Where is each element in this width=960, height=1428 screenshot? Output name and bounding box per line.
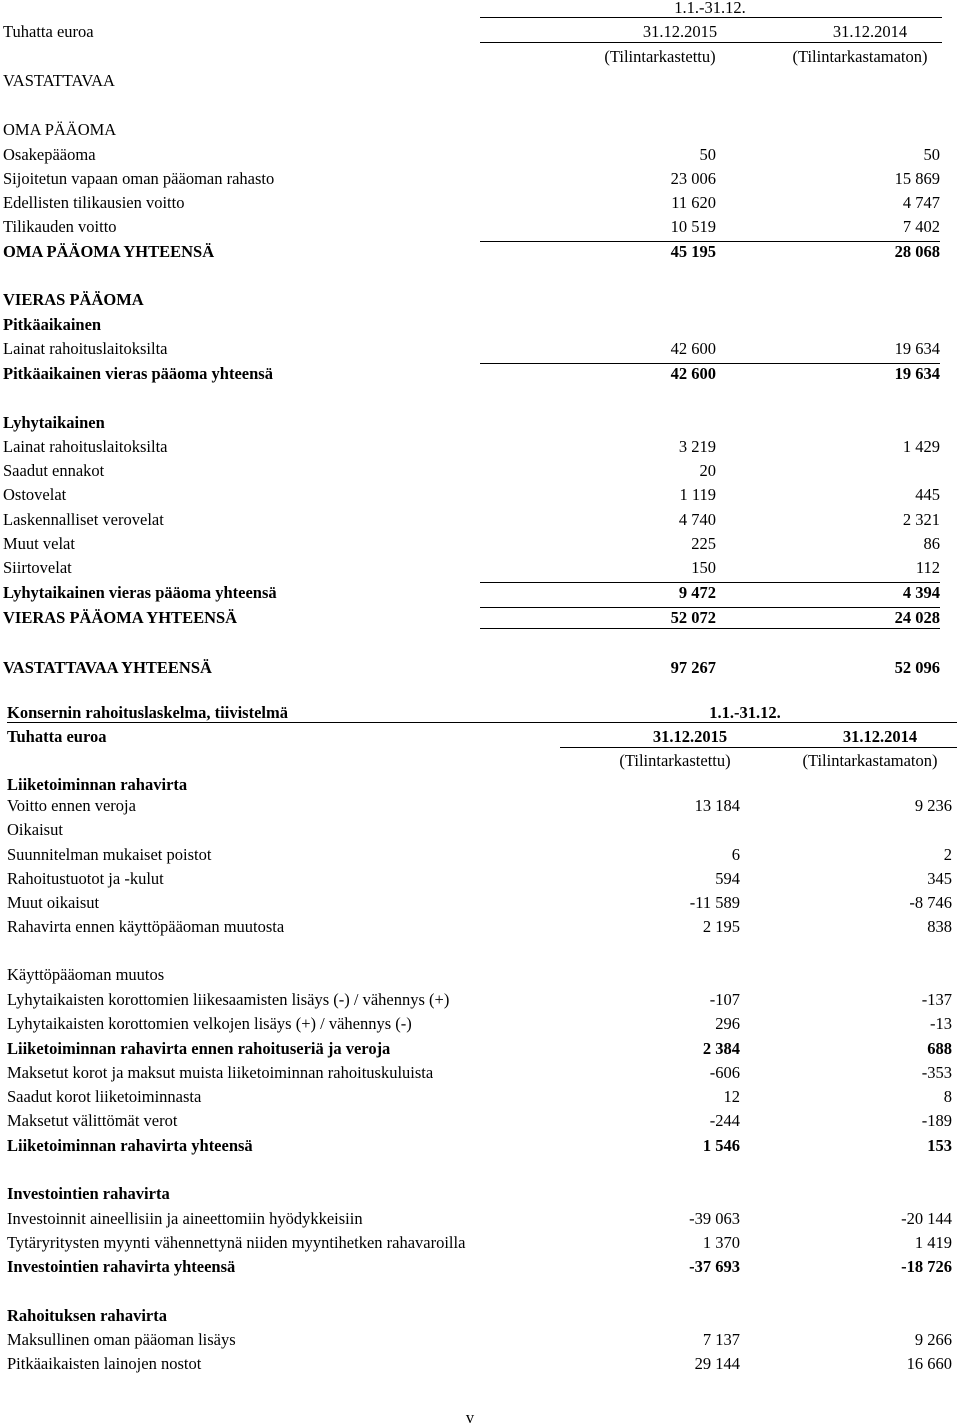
table-row [3,339,940,359]
cf-col2-date: 31.12.2014 [842,727,918,746]
row-value-current: 225 [691,534,716,553]
table-row [3,193,940,213]
row-value-previous: -20 144 [901,1209,952,1228]
row-value-current: 20 [699,461,716,480]
row-value-current: 42 600 [670,339,716,358]
row-label: Lyhytaikaisten korottomien liikesaamisten lisäys (-) / vähennys (+) [7,990,450,1009]
row-label: Tilikauden voitto [3,217,117,236]
row-label: Käyttöpääoman muutos [7,965,165,984]
table-row [7,775,952,795]
row-value-current: 50 [699,145,716,164]
row-value-current: 594 [715,869,740,888]
cf-title-rule [7,722,957,723]
table-row [3,583,940,603]
row-value-previous: -8 746 [909,893,952,912]
row-value-previous: 28 068 [894,242,940,261]
table-row [7,917,952,937]
row-value-current: 1 370 [702,1233,740,1252]
table-row [7,893,952,913]
row-label: Voitto ennen veroja [7,796,136,815]
row-value-previous: 445 [915,485,940,504]
page-number: v [465,1408,475,1427]
row-label: Muut velat [3,534,75,553]
row-value-previous: -18 726 [901,1257,952,1276]
row-label: Maksullinen oman pääoman lisäys [7,1330,236,1349]
row-label: Rahoitustuotot ja -kulut [7,869,164,888]
row-label: Pitkäaikainen vieras pääoma yhteensä [3,364,273,383]
row-value-previous: -13 [930,1014,952,1033]
col2-status: (Tilintarkastamaton) [792,47,928,66]
row-value-current: -244 [709,1111,740,1130]
row-value-previous: 4 394 [902,583,940,602]
cf-period-header: 1.1.-31.12. [709,703,781,722]
row-label: Lyhytaikainen [3,413,105,432]
row-label: Suunnitelman mukaiset poistot [7,845,212,864]
row-value-current: 42 600 [670,364,716,383]
row-label: Liiketoiminnan rahavirta [7,775,188,794]
col2-date: 31.12.2014 [832,22,908,41]
table-row [7,1306,952,1326]
table-row [7,796,952,816]
row-value-current: -11 589 [689,893,740,912]
row-label: Muut oikaisut [7,893,100,912]
table-row [7,990,952,1010]
row-value-current: 9 472 [678,583,716,602]
row-label: Osakepääoma [3,145,96,164]
row-label: Lyhytaikaisten korottomien velkojen lisäys (+) / vähennys (-) [7,1014,412,1033]
row-value-previous: 345 [927,869,952,888]
row-label: OMA PÄÄOMA YHTEENSÄ [3,242,215,261]
row-value-previous: 153 [927,1136,952,1155]
row-label: Liiketoiminnan rahavirta ennen rahoituseriä ja veroja [7,1039,391,1058]
table-row [3,534,940,554]
row-value-previous: 9 266 [914,1330,952,1349]
row-label: Maksetut välittömät verot [7,1111,178,1130]
table-row [7,1233,952,1253]
row-label: Tytäryritysten myynti vähennettynä niiden myyntihetken rahavaroilla [7,1233,466,1252]
table-row [3,364,940,384]
cf-unit-label: Tuhatta euroa [7,727,107,746]
row-value-previous: 838 [927,917,952,936]
row-label: Ostovelat [3,485,67,504]
table-row [7,820,952,840]
table-row [3,608,940,628]
row-value-current: 11 620 [671,193,716,212]
table-row [3,169,940,189]
row-value-previous: 19 634 [894,339,940,358]
table-row [7,1111,952,1131]
row-value-current: 97 267 [670,658,716,677]
row-value-current: -39 063 [689,1209,740,1228]
row-value-previous: 2 [943,845,952,864]
row-value-previous: 112 [915,558,940,577]
unit-label: Tuhatta euroa [3,22,94,41]
table-row [3,290,940,310]
row-value-previous: 16 660 [906,1354,952,1373]
table-row [7,845,952,865]
row-value-current: 150 [691,558,716,577]
table-row [3,217,940,237]
row-value-current: -37 693 [689,1257,740,1276]
table-row [7,1257,952,1277]
row-value-current: 45 195 [670,242,716,261]
row-value-previous: 50 [923,145,940,164]
row-value-previous: 8 [943,1087,952,1106]
table-row [7,1136,952,1156]
row-value-current: 23 006 [670,169,716,188]
row-value-current: 1 119 [679,485,716,504]
cashflow-title: Konsernin rahoituslaskelma, tiivistelmä [7,703,288,722]
row-value-current: -107 [709,990,740,1009]
row-label: Investointien rahavirta [7,1184,170,1203]
row-value-previous: -189 [921,1111,952,1130]
row-value-previous: 688 [927,1039,952,1058]
row-label: Lyhytaikainen vieras pääoma yhteensä [3,583,277,602]
table-row [7,1039,952,1059]
row-label: VIERAS PÄÄOMA [3,290,144,309]
table-row [3,485,940,505]
row-label: Laskennalliset verovelat [3,510,164,529]
equity-title: OMA PÄÄOMA [3,120,117,139]
row-value-previous: 1 429 [902,437,940,456]
cf-date-rule [560,747,957,748]
row-label: Rahoituksen rahavirta [7,1306,167,1325]
row-label: Investoinnit aineellisiin ja aineettomiin hyödykkeisiin [7,1209,363,1228]
table-row [7,1063,952,1083]
row-label: Saadut korot liiketoiminnasta [7,1087,202,1106]
row-value-current: 2 384 [702,1039,740,1058]
table-row [3,510,940,530]
row-value-current: 13 184 [694,796,740,815]
row-value-current: 3 219 [678,437,716,456]
row-value-current: 4 740 [678,510,716,529]
table-row [7,1087,952,1107]
row-value-current: 2 195 [702,917,740,936]
row-label: VIERAS PÄÄOMA YHTEENSÄ [3,608,238,627]
row-value-current: 29 144 [694,1354,740,1373]
table-row [7,1209,952,1229]
date-rule [480,42,942,43]
sum-rule [480,582,940,583]
sum-rule [480,628,940,629]
table-row [7,1354,952,1374]
row-value-previous: 15 869 [894,169,940,188]
row-label: Pitkäaikainen [3,315,102,334]
table-row [7,1014,952,1034]
row-value-previous: 19 634 [894,364,940,383]
row-value-previous: 9 236 [914,796,952,815]
row-value-current: 52 072 [670,608,716,627]
row-label: Pitkäaikaisten lainojen nostot [7,1354,202,1373]
row-label: Oikaisut [7,820,63,839]
table-row [7,965,952,985]
row-label: Lainat rahoituslaitoksilta [3,339,168,358]
row-label: Saadut ennakot [3,461,105,480]
row-label: Siirtovelat [3,558,72,577]
row-label: Liiketoiminnan rahavirta yhteensä [7,1136,253,1155]
row-label: VASTATTAVAA YHTEENSÄ [3,658,212,677]
period-header: 1.1.-31.12. [674,0,746,17]
table-row [7,1330,952,1350]
row-value-previous: 2 321 [902,510,940,529]
table-row [3,461,940,481]
row-label: Rahavirta ennen käyttöpääoman muutosta [7,917,285,936]
row-label: Investointien rahavirta yhteensä [7,1257,236,1276]
cf-col1-date: 31.12.2015 [652,727,728,746]
row-value-current: 10 519 [670,217,716,236]
period-header-rule [480,17,942,18]
row-value-previous: -137 [921,990,952,1009]
row-value-current: 12 [723,1087,740,1106]
row-value-previous: 86 [923,534,940,553]
table-row [3,413,940,433]
table-row [7,1184,952,1204]
table-row [3,315,940,335]
row-value-previous: -353 [921,1063,952,1082]
sum-rule [480,607,940,608]
row-value-previous: 7 402 [902,217,940,236]
table-row [3,437,940,457]
sum-rule [480,363,940,364]
col1-status: (Tilintarkastettu) [604,47,716,66]
table-row [3,145,940,165]
row-value-current: -606 [709,1063,740,1082]
row-value-previous: 4 747 [902,193,940,212]
cf-col1-status: (Tilintarkastettu) [619,751,731,770]
col1-date: 31.12.2015 [642,22,718,41]
row-value-current: 1 546 [702,1136,740,1155]
cf-col2-status: (Tilintarkastamaton) [802,751,938,770]
table-row [3,658,940,678]
row-value-previous: 24 028 [894,608,940,627]
section-title: VASTATTAVAA [3,71,115,90]
table-row [3,558,940,578]
row-label: Sijoitetun vapaan oman pääoman rahasto [3,169,275,188]
table-row [7,869,952,889]
row-value-current: 6 [731,845,740,864]
row-value-previous: 52 096 [894,658,940,677]
row-label: Lainat rahoituslaitoksilta [3,437,168,456]
row-label: Edellisten tilikausien voitto [3,193,185,212]
row-value-previous: 1 419 [914,1233,952,1252]
row-label: Maksetut korot ja maksut muista liiketoiminnan rahoituskuluista [7,1063,434,1082]
sum-rule [480,241,940,242]
row-value-current: 296 [715,1014,740,1033]
row-value-current: 7 137 [702,1330,740,1349]
table-row [3,242,940,262]
